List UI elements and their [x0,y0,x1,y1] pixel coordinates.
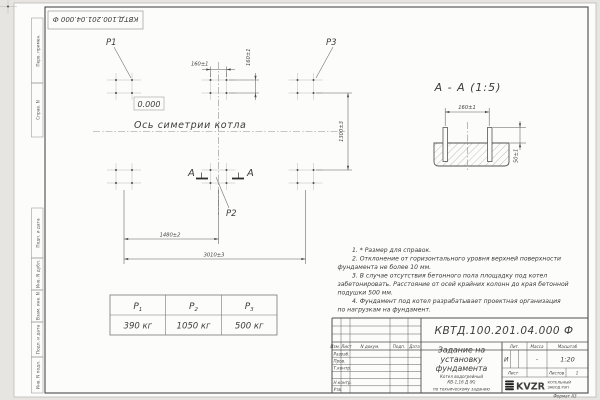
frame-label-sprav-n: Справ. N [36,100,42,120]
tb-row-razrab: Разраб. [333,351,350,357]
tb-subtitle-line1: Котел водогрейный [440,373,483,379]
dim-plan-half-length: 1480±2 [159,232,181,239]
section-letter-right: А [247,168,254,179]
dim-section-height: 50±1 [513,148,520,163]
load-table-header-p1: $Р_1$ [133,302,143,313]
tb-lit-label: Лит. [509,343,520,349]
plan-label-p2: Р2 [226,209,237,219]
kvzr-logo-sub1: КОТЕЛЬНЫЙ [547,380,572,385]
note-line: 1. * Размер для справок. [352,247,432,254]
tb-scale-label: Масштаб [557,343,578,349]
tb-col-data: Дата [409,343,420,349]
anchor-bolt-left [443,128,448,162]
tb-lit-value: И [504,356,509,364]
tb-col-podp: Подп. [392,343,406,349]
tb-sheets-label: Листов [548,370,565,376]
notes-block [338,247,569,314]
tb-subtitle-line2: КВ-1,16 Д (К) [447,379,476,385]
note-line: подушки 500 мм. [337,289,393,297]
tb-col-izm-list: Изм. Лист [330,343,352,349]
frame-label-vzam-inv: Взам. инв. N [36,292,42,320]
elevation-mark-value: 0.000 [137,100,161,109]
format-label: Формат А3 [553,393,577,399]
tb-row-utv: Утв. [333,387,343,393]
tb-row-prov: Пров. [333,358,346,364]
anchor-bolt-right [488,128,493,162]
kvzr-logo-sub2: ЗАВОД РЭП [547,385,569,390]
tb-scale-value: 1:20 [560,355,575,364]
dim-bolt-spacing-v: 160±1 [246,48,252,66]
load-value-p3: 500 кг [234,321,264,332]
tb-mass-label: Масса [530,343,544,349]
tb-sheet-label: Лист [507,370,519,376]
sheet [14,3,596,397]
section-letter-left: А [188,168,195,179]
note-line: 2. Отклонение от горизонтального уровня верхней поверхности [352,255,561,263]
frame-label-inv-podl: Инв. N подл. [36,360,42,390]
frame-label-podp-data-1: Подп. и дата [36,218,42,248]
note-line: фундамента не более 10 мм. [337,264,432,271]
title-block-doc-number: КВТД.100.201.04.000 Ф [434,325,574,337]
tb-row-tkontr: Т.контр. [333,365,352,371]
tb-col-docnum: N докум. [360,343,380,349]
tb-row-nkontr: Н.контр. [333,380,352,386]
load-value-p1: 390 кг [123,321,153,332]
note-line: 4. Фундамент под котел разрабатывает проектная организация [352,298,561,305]
frame-label-podp-data-2: Подп. и дата [36,324,42,355]
tb-title-line1: Задание на [437,345,486,355]
load-value-p2: 1050 кг [176,321,211,332]
boiler-axis-label: Ось симетрии котла [134,120,247,131]
load-table-header-p3: $Р_3$ [244,302,254,313]
kvzr-logo-text: KVZR [516,381,545,393]
tb-mass-value: - [535,356,539,363]
frame-label-inv-dubl: Инв. N дубл. [36,259,42,289]
dim-section-spacing: 160±1 [458,105,476,111]
frame-label-perv-primen: Перв. примен. [36,34,42,67]
plan-label-p3: Р3 [326,38,337,48]
load-table-header-p2: $Р_2$ [189,302,198,313]
top-stamp-number: КВТД.100.201.04.000 Ф [52,15,139,23]
dim-plan-width: 1300±3 [339,121,345,142]
note-line: по нагрузкам на фундамент. [337,306,431,314]
note-line: 3. В случае отсутствия бетонного пола площадку под котел [352,272,548,280]
tb-sheets-value: 1 [575,370,579,376]
note-line: забетонировать. Расстояние от осей крайних колонн до края бетонной [337,281,569,288]
tb-subtitle-line3: по техническому заданию [433,386,490,392]
section-view-title: А - А (1:5) [434,81,502,94]
dim-plan-full-length: 3010±3 [203,252,225,259]
plan-label-p1: Р1 [106,38,117,48]
dim-bolt-spacing-h: 160±1 [190,61,209,68]
tb-title-line3: фундамента [435,364,488,373]
tb-title-line2: установку [440,355,483,364]
